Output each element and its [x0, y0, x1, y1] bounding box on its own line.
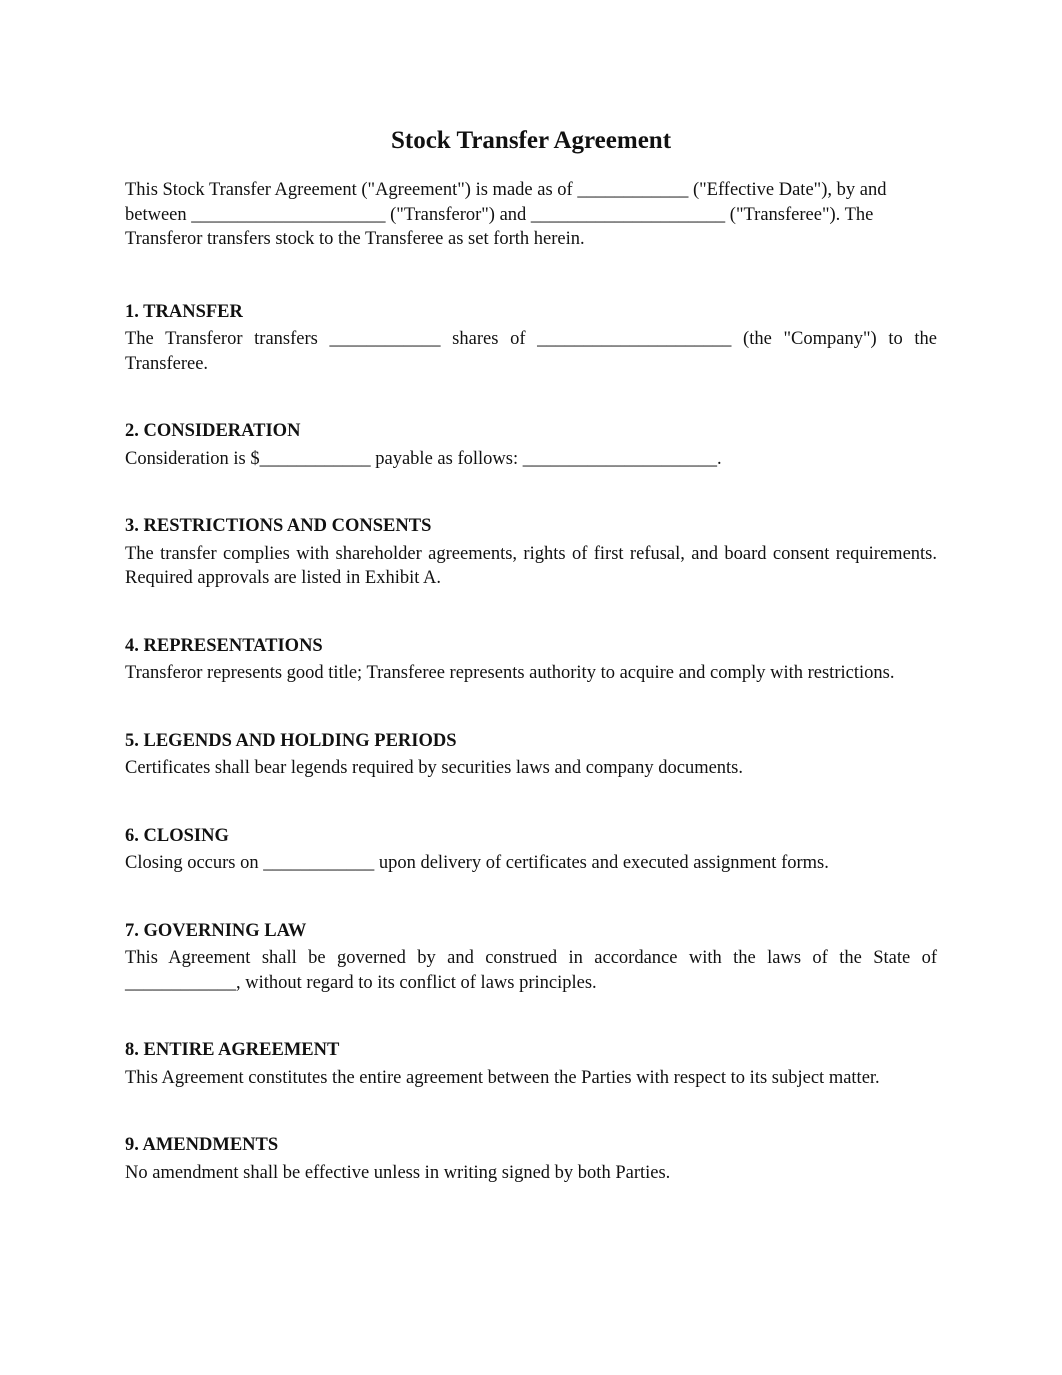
- section-representations: [125, 634, 937, 686]
- section-restrictions-and-consents: [125, 514, 937, 591]
- section-transfer: [125, 300, 937, 377]
- section-heading: 3. RESTRICTIONS AND CONSENTS: [125, 516, 432, 536]
- section-entire-agreement: [125, 1038, 937, 1090]
- section-heading: 5. LEGENDS AND HOLDING PERIODS: [125, 730, 457, 751]
- section-body: Transferor represents good title; Transferee represents authority to acquire and comply with restrictions.: [125, 663, 895, 683]
- section-body: This Agreement constitutes the entire agreement between the Parties with respect to its subject matter.: [125, 1067, 880, 1088]
- section-heading: 4. REPRESENTATIONS: [125, 635, 323, 656]
- section-heading: 7. GOVERNING LAW: [125, 920, 307, 941]
- section-body: No amendment shall be effective unless in writing signed by both Parties.: [125, 1162, 671, 1183]
- document-content: [125, 124, 937, 1185]
- intro-paragraph: This Stock Transfer Agreement ("Agreement") is made as of ____________ ("Effective Date"), by and between _____________________ ("Transferor") and _____________________ ("Transferee"). The Transferor transfers stock to the Transferee as set forth herein.: [125, 180, 887, 249]
- section-heading: 8. ENTIRE AGREEMENT: [125, 1040, 340, 1060]
- section-consideration: [125, 419, 937, 471]
- section-body: Closing occurs on ____________ upon delivery of certificates and executed assignment forms.: [125, 853, 829, 873]
- section-governing-law: [125, 919, 937, 996]
- section-heading: 1. TRANSFER: [125, 301, 243, 322]
- document-title: Stock Transfer Agreement: [390, 127, 672, 154]
- section-closing: [125, 824, 937, 876]
- section-heading: 9. AMENDMENTS: [125, 1135, 279, 1155]
- section-body: Certificates shall bear legends required by securities laws and company documents.: [125, 758, 744, 778]
- section-legends-and-holding-periods: [125, 729, 937, 781]
- section-body: Consideration is $____________ payable as follows: _____________________.: [125, 448, 722, 469]
- section-heading: 6. CLOSING: [125, 825, 229, 846]
- section-body: The Transferor transfers ____________ shares of _____________________ (the "Company") to the Transferee.: [125, 329, 937, 374]
- section-body: The transfer complies with shareholder agreements, rights of first refusal, and board consent requirements. Required approvals are listed in Exhibit A.: [125, 543, 937, 588]
- section-amendments: [125, 1133, 937, 1185]
- section-body: This Agreement shall be governed by and construed in accordance with the laws of the State of ____________, without regard to its conflict of laws principles.: [125, 948, 937, 993]
- section-heading: 2. CONSIDERATION: [125, 421, 301, 441]
